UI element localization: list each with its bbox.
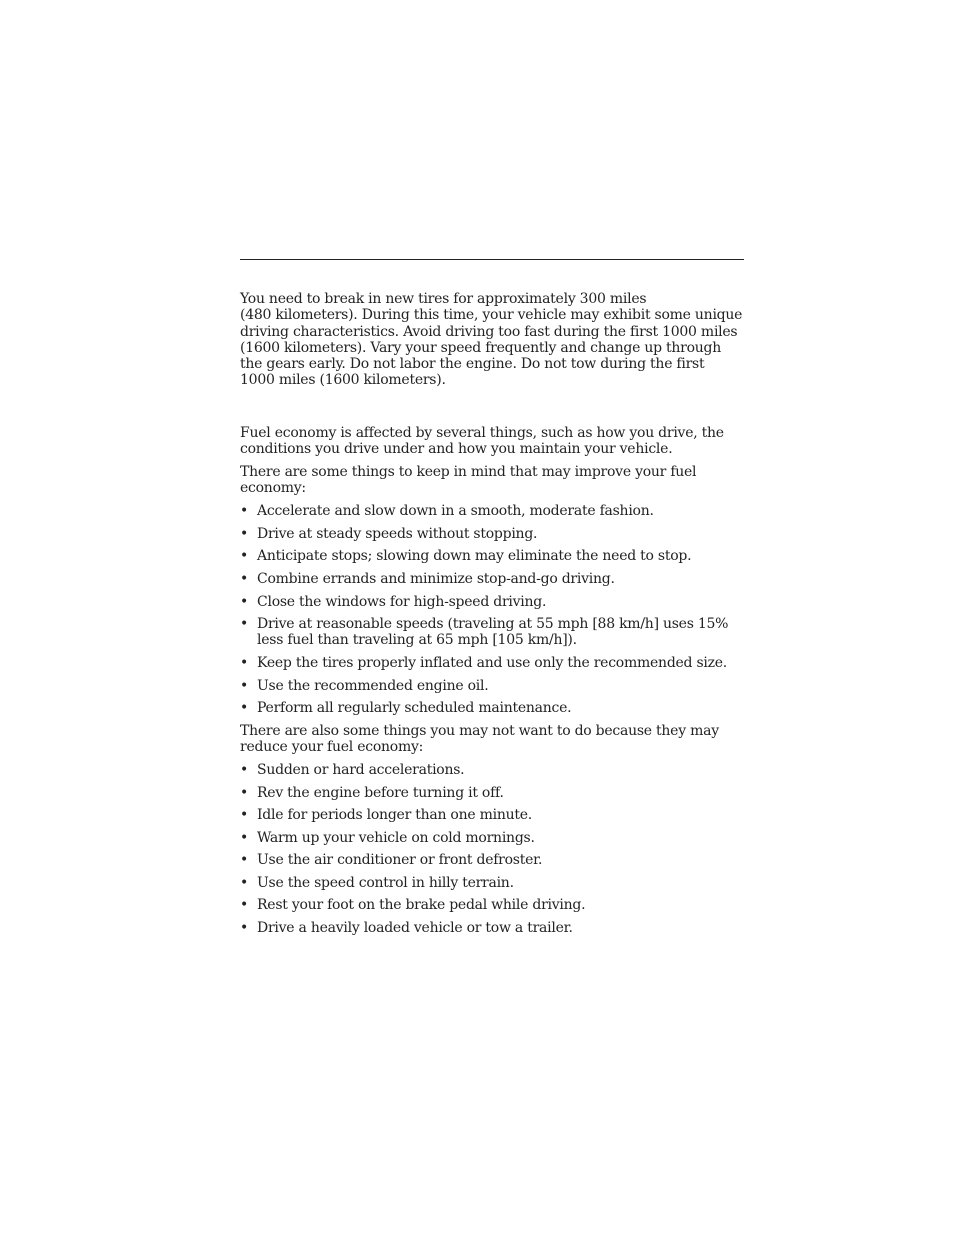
list-item [240,616,745,649]
list-item [240,875,745,891]
list-item-text: Use the recommended engine oil. [257,677,489,694]
bullet-icon: • [240,570,249,587]
bullet-icon: • [240,616,249,633]
list-item [240,700,745,716]
section-divider-rule [240,259,744,260]
list-item [240,830,745,846]
list-item-text: Use the speed control in hilly terrain. [257,874,514,891]
bullet-icon: • [240,525,249,542]
list-item [240,503,745,519]
paragraph-line: There are some things to keep in mind that may improve your fuel [240,464,697,481]
paragraph-line: 1000 miles (1600 kilometers). [240,372,446,389]
tire-break-in-section [240,291,745,389]
list-item [240,920,745,936]
paragraph-line: driving characteristics. Avoid driving too fast during the first 1000 miles [240,323,738,340]
list-item-text: Use the air conditioner or front defroster. [257,852,543,869]
bullet-icon: • [240,677,249,694]
bullet-icon: • [240,761,249,778]
bullet-icon: • [240,829,249,846]
paragraph-line: economy: [240,480,306,497]
list-item-text: Anticipate stops; slowing down may eliminate the need to stop. [257,548,692,565]
bullet-icon: • [240,920,249,937]
paragraph-line: (480 kilometers). During this time, your vehicle may exhibit some unique [240,307,743,324]
paragraph-line: reduce your fuel economy: [240,739,424,756]
bullet-icon: • [240,897,249,914]
list-item-text: Drive at steady speeds without stopping. [257,525,538,542]
list-item-text: Rest your foot on the brake pedal while driving. [257,897,586,914]
bullet-icon: • [240,593,249,610]
list-item-text: Idle for periods longer than one minute. [257,807,532,824]
list-item-text: Drive a heavily loaded vehicle or tow a trailer. [257,920,573,937]
list-item [240,571,745,587]
list-item [240,678,745,694]
bullet-icon: • [240,503,249,520]
list-item [240,548,745,564]
bullet-icon: • [240,700,249,717]
list-item [240,785,745,801]
paragraph-line: the gears early. Do not labor the engine. Do not tow during the first [240,356,705,373]
bullet-icon: • [240,655,249,672]
paragraph-line: You need to break in new tires for approximately 300 miles [240,291,647,307]
fuel-economy-intro [240,425,745,458]
list-item-text: Accelerate and slow down in a smooth, moderate fashion. [257,503,654,520]
fuel-economy-section [240,425,745,943]
list-item-text: Close the windows for high-speed driving. [257,593,547,610]
list-item-text: less fuel than traveling at 65 mph [105 km/h]). [257,632,577,649]
improve-tips-list [240,503,745,716]
bullet-icon: • [240,784,249,801]
list-item-text: Sudden or hard accelerations. [257,761,465,778]
tire-break-in-paragraph [240,291,745,389]
paragraph-line: (1600 kilometers). Vary your speed frequently and change up through [240,339,722,356]
list-item [240,852,745,868]
list-item-text: Combine errands and minimize stop-and-go driving. [257,570,615,587]
bullet-icon: • [240,807,249,824]
paragraph-line: conditions you drive under and how you maintain your vehicle. [240,441,673,458]
list-item [240,807,745,823]
list-item-text: Rev the engine before turning it off. [257,784,504,801]
list-item-text: Keep the tires properly inflated and use only the recommended size. [257,655,727,672]
improve-intro [240,464,745,497]
list-item-text: Perform all regularly scheduled maintenance. [257,700,572,717]
bullet-icon: • [240,874,249,891]
list-item [240,655,745,671]
paragraph-line: Fuel economy is affected by several things, such as how you drive, the [240,425,724,441]
bullet-icon: • [240,852,249,869]
reduce-intro [240,723,745,756]
list-item [240,526,745,542]
list-item [240,897,745,913]
reduce-habits-list [240,762,745,936]
paragraph-line: There are also some things you may not want to do because they may [240,722,719,739]
list-item-text: Warm up your vehicle on cold mornings. [257,829,535,846]
list-item [240,762,745,778]
bullet-icon: • [240,548,249,565]
list-item-text: Drive at reasonable speeds (traveling at 55 mph [88 km/h] uses 15% [257,616,729,633]
list-item [240,594,745,610]
